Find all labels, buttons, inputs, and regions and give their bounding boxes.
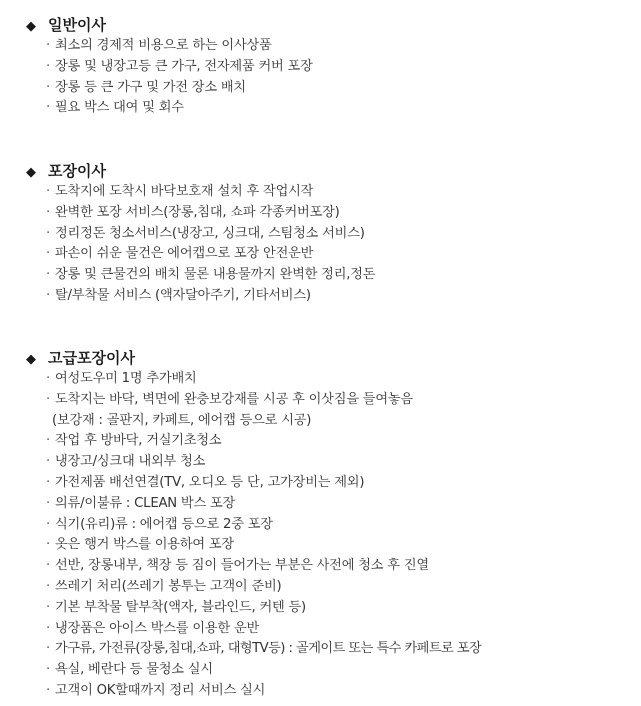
list-item-text: 기본 부착물 탈부착(액자, 블라인드, 커텐 등) [55, 599, 306, 615]
list-item [46, 369, 481, 390]
diamond-bullet-icon: ◆ [26, 352, 36, 367]
dot-bullet-icon: · [46, 662, 50, 678]
dot-bullet-icon: · [46, 79, 50, 95]
dot-bullet-icon: · [46, 267, 50, 283]
list-item-text: 여성도우미 1명 추가배치 [55, 371, 197, 386]
list-item-text: 장롱 및 큰물건의 배치 물론 내용물까지 완벽한 정리,정돈 [55, 267, 376, 283]
list-item-text: 고객이 OK할때까지 정리 서비스 실시 [55, 682, 266, 698]
list-item [46, 57, 313, 78]
list-item [46, 244, 375, 265]
dot-bullet-icon: · [46, 682, 50, 698]
section-title: 일반이사 [48, 16, 106, 34]
list-item-text: 냉장품은 아이스 박스를 이용한 운반 [55, 620, 260, 636]
list-item [46, 182, 375, 203]
list-item [46, 36, 313, 57]
list-item [46, 78, 313, 99]
list-item [46, 494, 481, 515]
list-item-text: 의류/이불류 : CLEAN 박스 포장 [55, 495, 236, 511]
dot-bullet-icon: · [46, 599, 50, 615]
list-item-text: 식기(유리)류 : 에어캡 등으로 2중 포장 [55, 516, 273, 532]
dot-bullet-icon: · [46, 100, 50, 116]
list-item [46, 660, 481, 681]
dot-bullet-icon: · [46, 537, 50, 553]
list-item-text: 최소의 경제적 비용으로 하는 이사상품 [55, 38, 272, 53]
list-item [46, 473, 481, 494]
list-item [46, 265, 375, 286]
list-item [46, 224, 375, 245]
dot-bullet-icon: · [46, 58, 50, 74]
feature-list [46, 182, 375, 307]
list-item-text: 쓰레기 처리(쓰레기 봉투는 고객이 준비) [55, 578, 282, 594]
list-item-text: 도착지에 도착시 바닥보호재 설치 후 작업시작 [55, 184, 314, 199]
dot-bullet-icon: · [46, 516, 50, 532]
list-item [46, 452, 481, 473]
list-item [46, 535, 481, 556]
dot-bullet-icon: · [46, 391, 50, 407]
section-heading [26, 14, 106, 36]
list-item-text: 가구류, 가전류(장롱,침대,쇼파, 대형TV등) : 골게이트 또는 특수 카페트로 포장 [55, 641, 482, 657]
dot-bullet-icon: · [46, 558, 50, 574]
section-heading [26, 347, 135, 369]
list-item [46, 431, 481, 452]
list-item-text: 파손이 쉬운 물건은 에어캡으로 포장 안전운반 [55, 246, 314, 262]
list-item [46, 619, 481, 640]
dot-bullet-icon: · [46, 246, 50, 262]
list-item-text: 필요 박스 대여 및 회수 [55, 100, 184, 116]
list-item-continuation [52, 411, 481, 432]
dot-bullet-icon: · [46, 474, 50, 490]
list-item [46, 598, 481, 619]
dot-bullet-icon: · [46, 578, 50, 594]
diamond-bullet-icon: ◆ [26, 19, 36, 34]
dot-bullet-icon: · [46, 371, 50, 386]
list-item-text: 욕실, 베란다 등 물청소 실시 [55, 662, 213, 678]
list-item-text: 작업 후 방바닥, 거실기초청소 [55, 433, 222, 449]
section-title: 고급포장이사 [48, 349, 135, 367]
list-item-text: 가전제품 배선연결(TV, 오디오 등 단, 고가장비는 제외) [55, 474, 365, 490]
list-item [46, 639, 481, 660]
dot-bullet-icon: · [46, 184, 50, 199]
feature-list [46, 369, 481, 702]
list-item-text: 탈/부착물 서비스 (액자달아주기, 기타서비스) [55, 287, 311, 303]
list-item [46, 681, 481, 702]
section-title: 포장이사 [48, 162, 106, 180]
list-item-text: 완벽한 포장 서비스(장롱,침대, 쇼파 각종커버포장) [55, 204, 340, 220]
list-item-text: 장롱 등 큰 가구 및 가전 장소 배치 [55, 79, 246, 95]
diamond-bullet-icon: ◆ [26, 165, 36, 180]
list-item-text: (보강재 : 골판지, 카페트, 에어캡 등으로 시공) [52, 412, 312, 428]
list-item-text: 옷은 행거 박스를 이용하여 포장 [55, 537, 234, 553]
dot-bullet-icon: · [46, 204, 50, 220]
list-item-text: 장롱 및 냉장고등 큰 가구, 전자제품 커버 포장 [55, 58, 313, 74]
list-item-text: 정리정돈 청소서비스(냉장고, 싱크대, 스팀청소 서비스) [55, 225, 365, 241]
section-heading [26, 160, 106, 182]
list-item-text: 선반, 장롱내부, 책장 등 짐이 들어가는 부분은 사전에 청소 후 진열 [55, 558, 429, 574]
list-item [46, 98, 313, 119]
dot-bullet-icon: · [46, 433, 50, 449]
dot-bullet-icon: · [46, 495, 50, 511]
list-item-text: 도착지는 바닥, 벽면에 완충보강재를 시공 후 이삿짐을 들여놓음 [55, 391, 413, 407]
dot-bullet-icon: · [46, 225, 50, 241]
list-item-text: 냉장고/싱크대 내외부 청소 [55, 454, 206, 470]
dot-bullet-icon: · [46, 641, 50, 657]
list-item [46, 286, 375, 307]
dot-bullet-icon: · [46, 454, 50, 470]
list-item [46, 577, 481, 598]
list-item [46, 390, 481, 411]
list-item [46, 515, 481, 536]
list-item [46, 203, 375, 224]
dot-bullet-icon: · [46, 620, 50, 636]
dot-bullet-icon: · [46, 287, 50, 303]
feature-list [46, 36, 313, 119]
list-item [46, 556, 481, 577]
dot-bullet-icon: · [46, 38, 50, 53]
